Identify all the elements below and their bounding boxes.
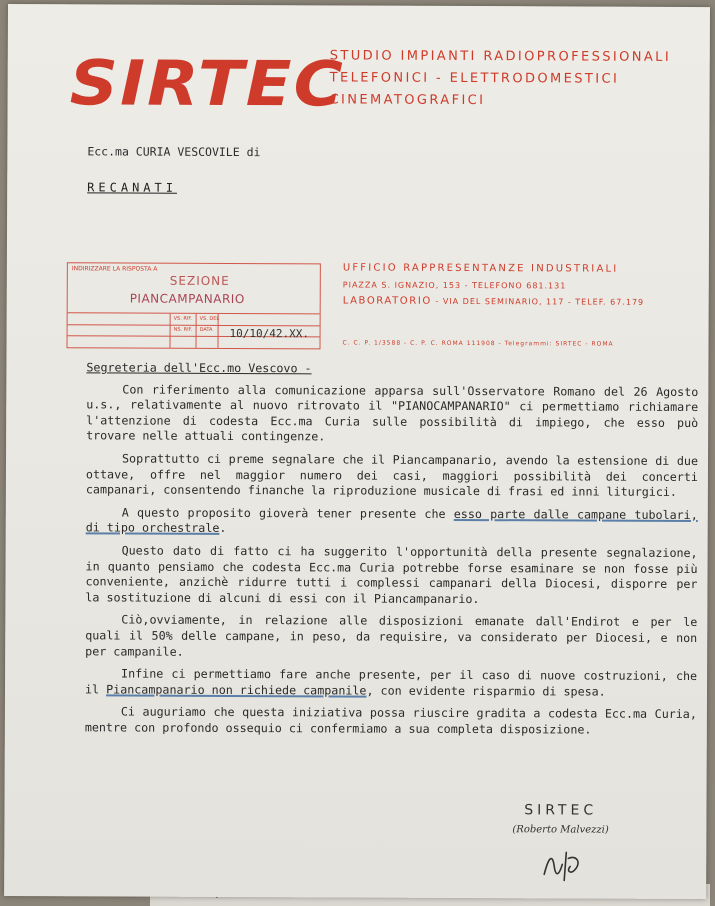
laboratory-phone: 67.179 xyxy=(610,297,645,307)
tagline-line-3: CINEMATOGRAFICI xyxy=(329,92,486,109)
paragraph-3-text: A questo proposito gioverà tener presente che xyxy=(121,505,454,521)
office-name: UFFICIO RAPPRESENTANZE INDUSTRIALI xyxy=(342,262,619,275)
sirtec-logo: SIRTEC xyxy=(69,46,346,121)
reply-stamp xyxy=(66,262,320,349)
recipient-city: RECANATI xyxy=(87,180,178,195)
stamp-vs-rif: VS. RIF. xyxy=(173,315,193,322)
salutation xyxy=(86,360,698,378)
office-address-text: PIAZZA S. IGNAZIO, 153 - TELEFONO xyxy=(342,280,523,291)
paragraph-3-end: . xyxy=(219,521,227,536)
paragraph-7: Ci auguriamo che questa iniziativa possa riuscire gradita a codesta Ecc.ma Curia, mentre con profondo ossequio ci confermiamo a sua completa disposizione. xyxy=(84,704,697,737)
letter-page xyxy=(4,4,710,899)
laboratory-label: LABORATORIO xyxy=(342,295,432,307)
signature-block xyxy=(512,802,609,835)
handwritten-signature-icon xyxy=(538,844,588,884)
recipient-line: Ecc.ma CURIA VESCOVILE di xyxy=(87,144,261,160)
letterhead-tagline xyxy=(330,45,672,112)
salutation-text: Segreteria dell'Ecc.mo Vescovo xyxy=(86,360,298,376)
laboratory-address xyxy=(343,293,653,310)
stamp-ns-rif: NS. RIF. xyxy=(173,326,193,333)
highlighted-phrase: esso parte dalle campane tubolari, di tipo orchestrale xyxy=(85,506,698,536)
signature-name: (Roberto Malvezzi) xyxy=(512,824,609,836)
salutation-dash: - xyxy=(297,361,312,376)
stamp-department: PIANCAMPANARIO xyxy=(129,291,245,307)
stamp-divider xyxy=(170,314,171,348)
paragraph-4: Questo dato di fatto ci ha suggerito l'opportunità della presente segnalazione, in quanto pensiamo che codesta Ecc.ma Curia potrebbe forse esaminare se non fosse più conveniente, anzichè ridurre tutti i complessi campanari della Diocesi, disporre per la sostituzione di alcuni di essi con il Piancampanario. xyxy=(85,543,698,606)
paragraph-1: Con riferimento alla comunicazione apparsa sull'Osservatore Romano del 26 Agosto u.s., relativamente al nuovo ritrovato il "PIANOCAMPANARIO" ci permettiamo richiamare l'attenzione di codesta Ecc.ma Curia sulle possibilità di impiego, che esso può trovare nelle attuali contingenze. xyxy=(86,382,699,444)
letter-body xyxy=(85,360,699,745)
signature-firm: SIRTEC xyxy=(524,802,598,819)
paragraph-6-text: Infine ci permettiamo fare anche presente, per il caso di nuove costruzioni, che il xyxy=(84,666,698,697)
paragraph-6-end: , con evidente risparmio di spesa. xyxy=(366,683,606,699)
paragraph-6 xyxy=(85,666,697,700)
office-address xyxy=(343,277,653,294)
stamp-divider xyxy=(68,324,320,326)
stamp-vs-del: VS. DEL xyxy=(199,315,220,322)
paragraph-2: Soprattutto ci preme segnalare che il Piancampanario, avendo la estensione di due ottave, offre nel maggior numero dei casi, maggiori possibilità dei concerti campanari, consentendo finanche la riproduzione musicale di frasi ed inni liturgici. xyxy=(85,451,699,500)
tagline-line-2: TELEFONICI - ELETTRODOMESTICI xyxy=(329,70,620,87)
highlighted-phrase: Piancampanario non richiede campanile xyxy=(106,682,367,698)
stamp-divider xyxy=(196,314,197,348)
stamp-section: SEZIONE xyxy=(169,273,230,288)
letterhead-address xyxy=(343,259,653,347)
stamp-header: INDIRIZZARE LA RISPOSTA A xyxy=(71,265,158,273)
laboratory-address-text: - VIA DEL SEMINARIO, 117 - TELEF. xyxy=(435,296,607,307)
letter-date: 10/10/42.XX. xyxy=(229,326,310,341)
letterhead-footer: C. C. P. 1/3588 - C. P. C. ROMA 111908 - Telegrammi: SIRTEC - ROMA xyxy=(342,339,614,348)
stamp-data-label: DATA xyxy=(199,326,213,333)
tagline-line-1: STUDIO IMPIANTI RADIOPROFESSIONALI xyxy=(329,48,672,65)
office-phone: 681.131 xyxy=(526,281,567,291)
paragraph-5: Ciò,ovviamente, in relazione alle disposizioni emanate dall'Endirot e per le quali il 50% delle campane, in peso, da requisire, va considerato per Diocesi, e non per campanile. xyxy=(85,612,698,659)
paragraph-3 xyxy=(86,505,698,539)
